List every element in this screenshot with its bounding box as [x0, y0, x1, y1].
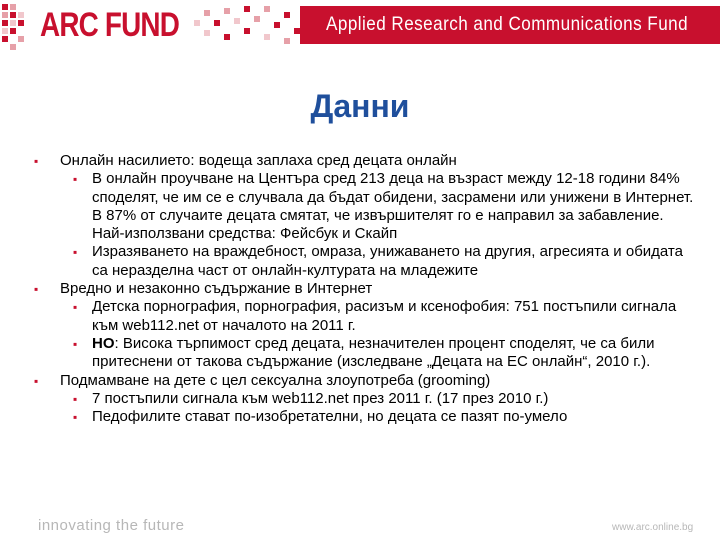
- banner-title: Applied Research and Communications Fund: [326, 14, 689, 35]
- bullet-square-icon: ▪: [34, 154, 39, 168]
- emphasis-text: НО: [92, 334, 115, 352]
- footer-tagline: innovating the future: [38, 517, 185, 534]
- sub-list-item-text: Изразяването на враждебност, омраза, унижаването на другия, агресията и обидата са неразделна част от онлайн-културата на младежите: [92, 243, 683, 279]
- sub-list-item-text: Педофилите стават по-изобретателни, но децата се пазят по-умело: [92, 408, 568, 426]
- list-item-text: Онлайн насилието: водеща заплаха сред децата онлайн: [60, 152, 457, 169]
- sub-list-item-text: 7 постъпили сигнала към web112.net през 2011 г. (17 през 2010 г.): [92, 389, 549, 407]
- sub-list-item-text: В онлайн проучване на Центъра сред 213 деца на възраст между 12-18 години 84% споделят, че им се е случвала да бъдат обидени, засрамени или унижени в Интернет. В 87% от случаите децата смятат, че извършителят го е направил за забавление. Най-използвани средства: Фейсбук и Скайп: [92, 170, 694, 243]
- sub-list-item: [28, 390, 698, 408]
- bullet-square-icon: ▪: [34, 373, 39, 388]
- footer-url: www.arc.online.bg: [612, 522, 694, 533]
- list-item: [28, 280, 698, 298]
- bullet-square-icon: ▪: [73, 300, 78, 315]
- sub-list-item: [28, 408, 698, 426]
- sub-list-item: [28, 298, 698, 335]
- sub-list-item-text: Детска порнография, порнография, расизъм и ксенофобия: 751 постъпили сигнала към web112.net от началото на 2011 г.: [92, 298, 677, 334]
- logo-text: ARC FUND: [40, 6, 180, 44]
- sub-list-item-text: : Висока търпимост сред децата, незначителен процент споделят, че са били притеснени от такова съдържание (изследване „Децата на ЕС онлайн“, 2010 г.).: [92, 334, 655, 371]
- sub-list-item: [28, 243, 698, 280]
- bullet-square-icon: ▪: [73, 172, 78, 187]
- bullet-square-icon: ▪: [73, 336, 78, 351]
- bullet-square-icon: ▪: [73, 245, 78, 260]
- bullet-square-icon: ▪: [34, 282, 39, 297]
- list-item-text: Вредно и незаконно съдържание в Интернет: [60, 280, 373, 298]
- list-item: [28, 152, 698, 170]
- logo-mosaic-icon: [0, 0, 44, 52]
- bullet-list: [28, 152, 698, 426]
- list-item-text: Подмамване на дете с цел сексуална злоупотреба (grooming): [60, 371, 491, 389]
- slide-title: Данни: [310, 88, 410, 124]
- header: [0, 0, 720, 52]
- bullet-square-icon: ▪: [73, 410, 78, 425]
- sub-list-item: [28, 170, 698, 243]
- sub-list-item: [28, 335, 698, 372]
- list-item: [28, 372, 698, 390]
- bullet-square-icon: ▪: [73, 391, 78, 406]
